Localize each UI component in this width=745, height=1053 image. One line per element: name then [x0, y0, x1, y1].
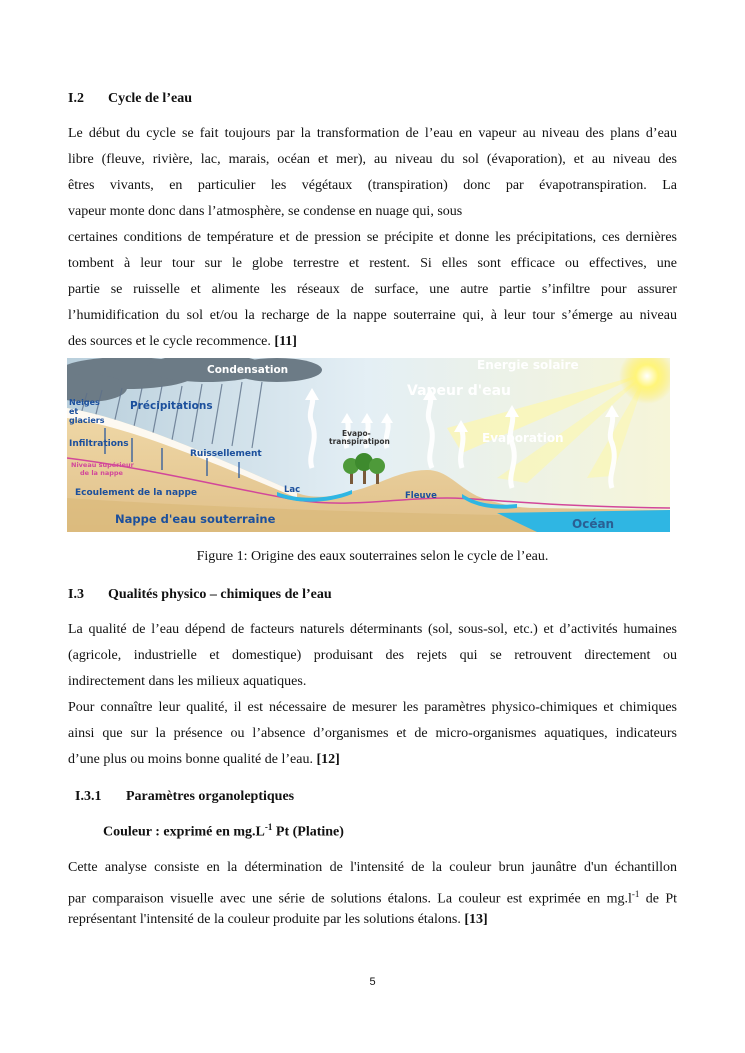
label-ocean: Océan: [572, 517, 615, 531]
text-span: représentant l'intensité de la couleur produite par les solutions étalons.: [68, 912, 461, 927]
text-line: [68, 907, 677, 933]
reference: [13]: [464, 912, 488, 927]
label-et: et: [69, 407, 79, 416]
text-line: La qualité de l’eau dépend de facteurs naturels déterminants (sol, sous-sol, etc.) et d’activités humaines: [68, 622, 677, 637]
text-line: (agricole, industrielle et domestique) produisant des rejets qui se retrouvent directement ou: [68, 648, 677, 663]
label-ecoulement: Ecoulement de la nappe: [75, 488, 198, 498]
couleur-sup: -1: [264, 822, 273, 832]
label-nappe-souterraine: Nappe d'eau souterraine: [115, 512, 276, 526]
paragraph-qualite: [68, 617, 677, 773]
reference: [11]: [274, 334, 297, 349]
section-number: I.3.1: [75, 789, 102, 804]
section-number: I.2: [68, 91, 84, 106]
label-evapo: Evapo-: [342, 429, 371, 438]
label-vapeur: Vapeur d'eau: [407, 383, 511, 399]
text-span: de Pt: [639, 891, 678, 907]
text-span: des sources et le cycle recommence.: [68, 334, 271, 349]
couleur-heading: [103, 822, 344, 841]
section-title: Qualités physico – chimiques de l’eau: [108, 587, 332, 602]
unit-sup: -1: [631, 889, 640, 899]
section-heading-i31: [75, 789, 294, 805]
text-line: tombent à leur tour sur le globe terrestre et restent. Si elles sont efficace ou effectives, une: [68, 256, 677, 271]
label-precipitations: Précipitations: [130, 400, 213, 412]
text-line: indirectement dans les milieux aquatiques.: [68, 674, 307, 689]
text-span: d’une plus ou moins bonne qualité de l’eau.: [68, 752, 313, 767]
section-heading-i3: [68, 587, 332, 603]
label-infiltrations: Infiltrations: [69, 439, 129, 449]
label-neiges: Neiges: [69, 398, 100, 407]
figure-caption: Figure 1: Origine des eaux souterraines selon le cycle de l’eau.: [196, 549, 549, 564]
couleur-title-a: Couleur : exprimé en mg.L: [103, 824, 265, 840]
paragraph-cycle: [68, 121, 677, 355]
paragraph-couleur: [68, 855, 677, 933]
text-line: ainsi que sur la présence ou l’absence d’organismes et de micro-organismes aquatiques, indicateurs: [68, 726, 677, 741]
label-glaciers: glaciers: [69, 416, 105, 425]
label-nappe: de la nappe: [80, 469, 123, 477]
label-transpiration: transpiratipon: [329, 437, 390, 446]
text-span: par comparaison visuelle avec une série de solutions étalons. La couleur est exprimée en mg.l: [68, 891, 632, 907]
section-heading-i2: [68, 91, 192, 107]
text-line: vapeur monte donc dans l’atmosphère, se condense en nuage qui, sous: [68, 204, 463, 219]
label-fleuve: Fleuve: [405, 491, 437, 501]
text-line: Le début du cycle se fait toujours par la transformation de l’eau en vapeur au niveau des plans d’eau: [68, 126, 677, 141]
water-cycle-figure: [67, 358, 670, 532]
page-number: 5: [369, 976, 376, 988]
text-line: Cette analyse consiste en la détermination de l'intensité de la couleur brun jaunâtre d'un échantillon: [68, 860, 677, 875]
text-line: Pour connaître leur qualité, il est nécessaire de mesurer les paramètres physico-chimiques et chimiques: [68, 700, 677, 715]
reference: [12]: [316, 752, 340, 767]
text-line: partie se ruisselle et alimente les réseaux de surface, une autre partie s’infiltre pour assurer: [68, 282, 677, 297]
label-ruissellement: Ruissellement: [190, 449, 262, 459]
section-number: I.3: [68, 587, 84, 602]
label-evaporation: Evaporation: [482, 431, 564, 445]
text-line: [68, 881, 677, 907]
couleur-title-b: Pt (Platine): [272, 824, 344, 840]
label-energie-solaire: Energie solaire: [477, 358, 579, 372]
section-title: Paramètres organoleptiques: [126, 789, 295, 804]
label-lac: Lac: [284, 485, 301, 495]
text-line: l’humidification du sol et/ou la recharge de la nappe souterraine qui, à leur tour s’émerge au niveau: [68, 308, 677, 323]
section-title: Cycle de l’eau: [108, 91, 192, 106]
label-condensation: Condensation: [207, 364, 289, 376]
text-line: [68, 747, 677, 773]
label-niveau: Niveau supérieur: [71, 461, 134, 469]
water-cycle-diagram: [67, 358, 670, 532]
text-line: [68, 329, 677, 355]
text-line: certaines conditions de température et de pression se précipite et donne les précipitations, ces dernières: [68, 230, 677, 245]
text-line: libre (fleuve, rivière, lac, marais, océan et mer), au niveau du sol (évaporation), et au niveau des: [68, 152, 677, 167]
text-line: êtres vivants, en particulier les végétaux (transpiration) donc par évapotranspiration. La: [68, 178, 677, 193]
